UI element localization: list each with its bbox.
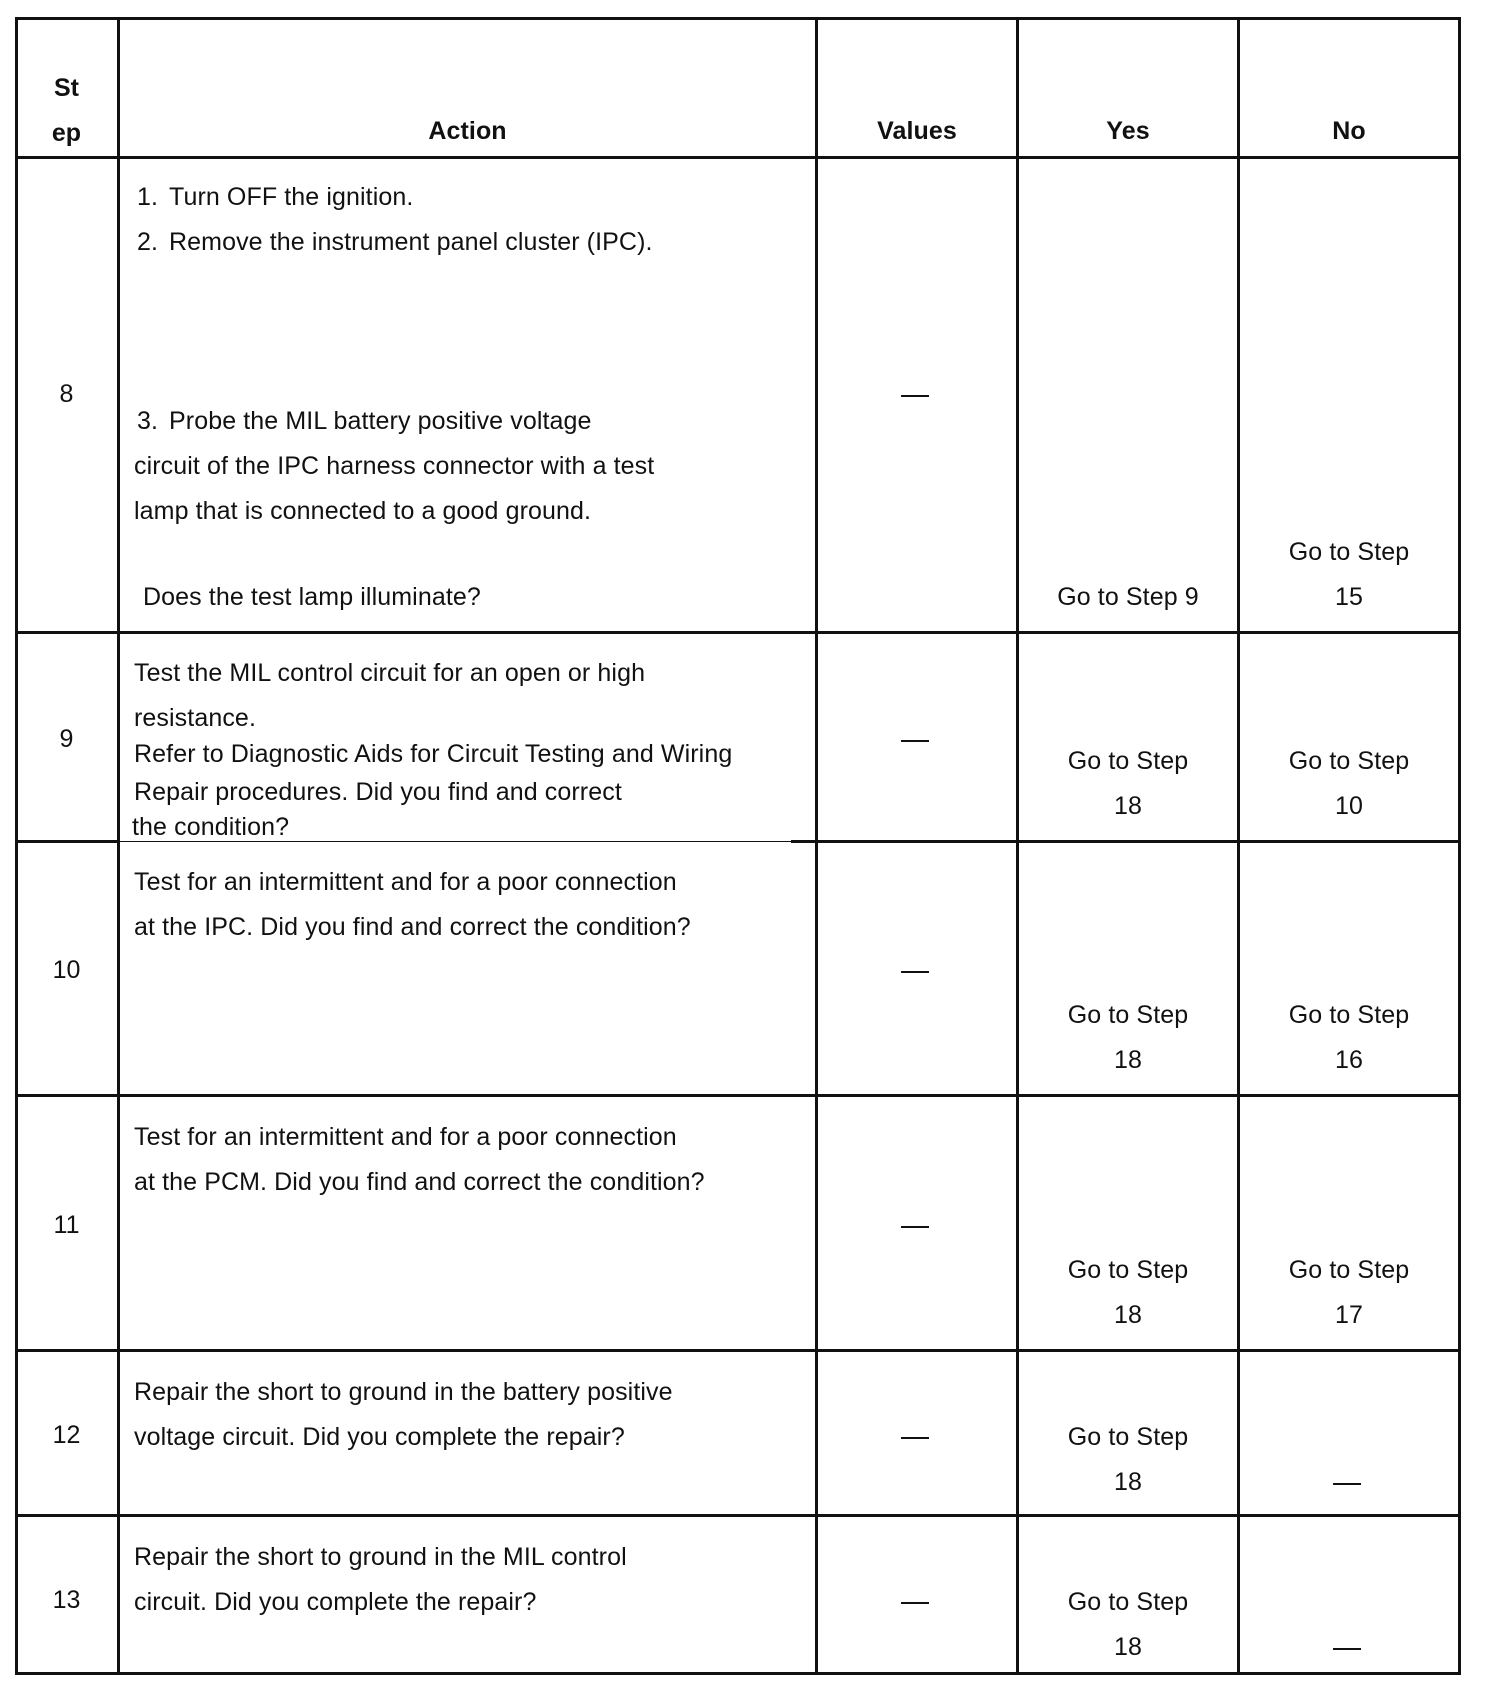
action-text: Repair the short to ground in the MIL control bbox=[134, 1543, 627, 1571]
table-border-top bbox=[15, 17, 1461, 20]
action-text: circuit. Did you complete the repair? bbox=[134, 1588, 537, 1616]
step-number: 12 bbox=[52, 1421, 81, 1449]
diagnostic-table bbox=[15, 17, 1461, 1675]
list-number: 2. bbox=[137, 228, 159, 256]
action-text: at the IPC. Did you find and correct the condition? bbox=[134, 913, 691, 941]
action-text: the condition? bbox=[132, 813, 290, 841]
yes-goto-label: Go to Step bbox=[1067, 1423, 1189, 1451]
action-text: Remove the instrument panel cluster (IPC). bbox=[169, 228, 653, 256]
action-text: Refer to Diagnostic Aids for Circuit Testing and Wiring bbox=[134, 740, 733, 768]
header-action: Action bbox=[428, 117, 507, 145]
no-goto-label: Go to Step bbox=[1288, 747, 1410, 775]
values-dash bbox=[901, 1602, 929, 1604]
no-goto-label: Go to Step bbox=[1288, 1256, 1410, 1284]
values-dash bbox=[901, 1437, 929, 1439]
step-number: 10 bbox=[52, 956, 81, 984]
table-border-bottom bbox=[15, 1672, 1461, 1675]
action-text: Test for an intermittent and for a poor connection bbox=[134, 1123, 677, 1151]
action-text: circuit of the IPC harness connector with a test bbox=[134, 452, 655, 480]
action-text: Repair procedures. Did you find and correct bbox=[134, 778, 622, 806]
no-goto-label: Go to Step bbox=[1288, 1001, 1410, 1029]
action-item bbox=[137, 399, 592, 444]
yes-goto-step: 18 bbox=[1113, 1633, 1142, 1661]
yes-goto-step: 18 bbox=[1113, 1046, 1142, 1074]
action-text: resistance. bbox=[134, 704, 256, 732]
header-step-line2: ep bbox=[51, 119, 82, 147]
yes-goto: Go to Step 9 bbox=[1057, 583, 1199, 611]
row-divider bbox=[791, 840, 1461, 843]
action-text: at the PCM. Did you find and correct the condition? bbox=[134, 1168, 705, 1196]
yes-goto-step: 18 bbox=[1113, 1301, 1142, 1329]
no-dash bbox=[1333, 1648, 1361, 1650]
values-dash bbox=[901, 740, 929, 742]
no-goto-step: 15 bbox=[1334, 583, 1363, 611]
no-goto-step: 16 bbox=[1334, 1046, 1363, 1074]
step-number: 9 bbox=[59, 725, 74, 753]
table-border-right bbox=[1458, 17, 1461, 1675]
row-divider bbox=[15, 840, 118, 843]
values-dash bbox=[901, 1226, 929, 1228]
action-text: Turn OFF the ignition. bbox=[169, 183, 414, 211]
column-divider bbox=[1237, 17, 1240, 1675]
list-number: 3. bbox=[137, 407, 159, 435]
header-no: No bbox=[1332, 117, 1366, 145]
row-divider bbox=[15, 1349, 1461, 1352]
no-goto-step: 10 bbox=[1334, 792, 1363, 820]
row-divider bbox=[15, 631, 1461, 634]
row-divider bbox=[15, 156, 1461, 159]
row-divider bbox=[15, 1094, 1461, 1097]
header-yes: Yes bbox=[1106, 117, 1150, 145]
yes-goto-label: Go to Step bbox=[1067, 747, 1189, 775]
action-text: Probe the MIL battery positive voltage bbox=[169, 407, 592, 435]
row-divider bbox=[15, 1514, 1461, 1517]
yes-goto-label: Go to Step bbox=[1067, 1256, 1189, 1284]
header-step-line1: St bbox=[54, 74, 79, 102]
no-goto-label: Go to Step bbox=[1288, 538, 1410, 566]
action-text: Repair the short to ground in the battery positive bbox=[134, 1378, 673, 1406]
yes-goto-step: 18 bbox=[1113, 792, 1142, 820]
step-number: 11 bbox=[53, 1211, 80, 1239]
action-item bbox=[137, 220, 653, 265]
yes-goto-step: 18 bbox=[1113, 1468, 1142, 1496]
action-item bbox=[137, 175, 413, 220]
values-dash bbox=[901, 395, 929, 397]
action-question: Does the test lamp illuminate? bbox=[143, 583, 481, 611]
yes-goto-label: Go to Step bbox=[1067, 1588, 1189, 1616]
header-values: Values bbox=[877, 117, 957, 145]
action-text: lamp that is connected to a good ground. bbox=[134, 497, 592, 525]
column-divider bbox=[815, 17, 818, 1675]
no-goto-step: 17 bbox=[1334, 1301, 1363, 1329]
list-number: 1. bbox=[137, 183, 159, 211]
step-number: 8 bbox=[59, 380, 74, 408]
no-dash bbox=[1333, 1483, 1361, 1485]
action-text: voltage circuit. Did you complete the repair? bbox=[134, 1423, 625, 1451]
action-text: Test for an intermittent and for a poor connection bbox=[134, 868, 677, 896]
action-text: Test the MIL control circuit for an open or high bbox=[134, 659, 646, 687]
step-number: 13 bbox=[52, 1586, 81, 1614]
values-dash bbox=[901, 971, 929, 973]
yes-goto-label: Go to Step bbox=[1067, 1001, 1189, 1029]
